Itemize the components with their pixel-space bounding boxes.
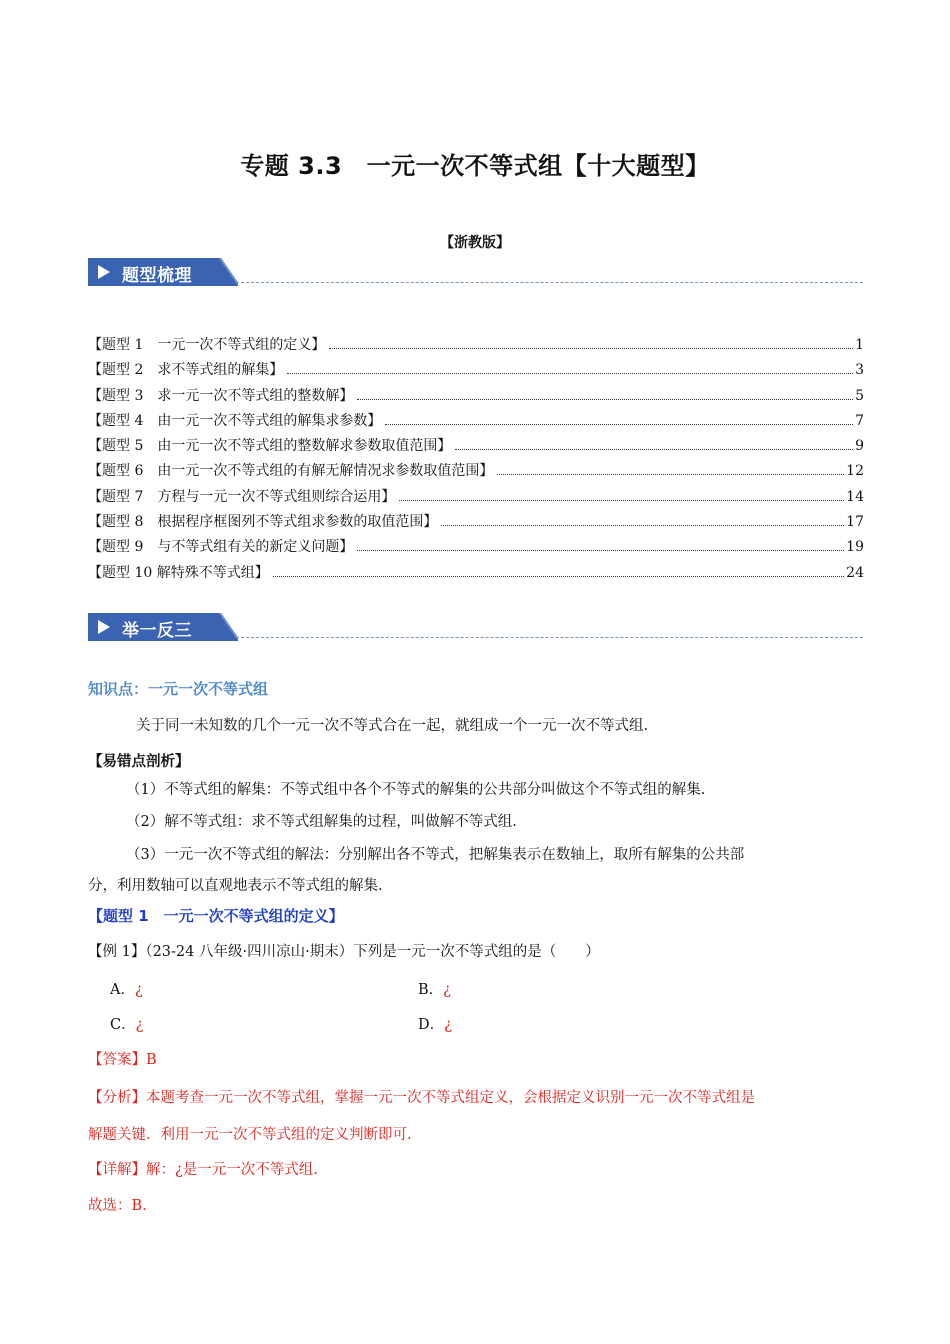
- option-content: ¿: [135, 1017, 144, 1033]
- toc-item[interactable]: [88, 511, 864, 536]
- option-content: ¿: [134, 982, 143, 998]
- toc-item[interactable]: [88, 486, 864, 511]
- edition-label: 【浙教版】: [440, 235, 510, 251]
- analysis-text: 本题考查一元一次不等式组，掌握一元一次不等式组定义，会根据定义识别一元一次不等式组是: [146, 1090, 755, 1106]
- toc-item[interactable]: [88, 562, 864, 587]
- option-content: ¿: [444, 1017, 452, 1033]
- analysis-tag: 【分析】: [88, 1090, 146, 1106]
- toc-item-page: 1: [855, 337, 864, 353]
- section-title: 题型梳理: [122, 266, 192, 286]
- toc-item-label: 【题型 2 求不等式组的解集】: [88, 362, 284, 379]
- knowledge-definition: 关于同一未知数的几个一元一次不等式合在一起，就组成一个一元一次不等式组.: [136, 718, 649, 734]
- toc-item-page: 12: [846, 463, 864, 480]
- toc-item-label: 【题型 10 解特殊不等式组】: [88, 564, 269, 581]
- toc-item-label: 【题型 8 根据程序框图列不等式组求参数的取值范围】: [88, 514, 438, 531]
- detail-line: [88, 1158, 863, 1179]
- conclusion-text: 故选：B.: [88, 1198, 147, 1214]
- detail-text: 解：¿是一元一次不等式组.: [146, 1162, 318, 1178]
- analysis-line: [88, 1086, 863, 1107]
- section-header-examples: [88, 613, 863, 643]
- toc-item[interactable]: [88, 359, 864, 384]
- toc-item-page: 3: [855, 362, 864, 379]
- option-letter: C．: [110, 1017, 136, 1033]
- toc-item-page: 7: [855, 412, 864, 429]
- option-letter: B．: [418, 982, 444, 998]
- toc-item[interactable]: [88, 536, 864, 561]
- pitfall-point: （3）一元一次不等式组的解法：分别解出各不等式，把解集表示在数轴上，取所有解集的公共部: [126, 847, 745, 863]
- answer-value: B: [146, 1052, 157, 1068]
- option-d[interactable]: [418, 1013, 452, 1034]
- toc-item[interactable]: [88, 385, 864, 410]
- toc-item-label: 【题型 6 由一元一次不等式组的有解无解情况求参数取值范围】: [88, 463, 494, 480]
- toc-item[interactable]: [88, 410, 864, 435]
- toc-item[interactable]: [88, 460, 864, 485]
- toc-item-page: 24: [846, 564, 864, 581]
- type1-heading: 【题型 1 一元一次不等式组的定义】: [88, 907, 344, 925]
- section-title: 举一反三: [122, 621, 192, 641]
- option-letter: A．: [110, 982, 135, 998]
- analysis-text: 解题关键．利用一元一次不等式组的定义判断即可.: [88, 1127, 412, 1143]
- option-letter: D．: [418, 1017, 445, 1033]
- toc-item-label: 【题型 5 由一元一次不等式组的整数解求参数取值范围】: [88, 438, 452, 455]
- section-tab: [88, 258, 236, 286]
- page-title: 专题 3.3 一元一次不等式组【十大题型】: [240, 152, 710, 180]
- option-b[interactable]: [418, 978, 451, 999]
- option-c[interactable]: [110, 1013, 143, 1034]
- toc-item-label: 【题型 3 求一元一次不等式组的整数解】: [88, 387, 354, 404]
- toc-item-page: 9: [855, 438, 864, 455]
- pitfall-point: 分，利用数轴可以直观地表示不等式组的解集.: [88, 878, 383, 894]
- toc-item-label: 【题型 4 由一元一次不等式组的解集求参数】: [88, 412, 382, 429]
- toc-item-page: 5: [855, 387, 864, 404]
- pitfall-point: （1）不等式组的解集：不等式组中各个不等式的解集的公共部分叫做这个不等式组的解集.: [126, 782, 706, 798]
- play-icon: [98, 265, 110, 279]
- section-header-toc: [88, 258, 863, 288]
- toc-item[interactable]: [88, 334, 864, 359]
- section-tab: [88, 613, 236, 641]
- table-of-contents: [88, 334, 864, 587]
- pitfall-point: （2）解不等式组：求不等式组解集的过程，叫做解不等式组.: [126, 814, 517, 830]
- toc-item-label: 【题型 7 方程与一元一次不等式组则综合运用】: [88, 488, 396, 505]
- toc-item[interactable]: [88, 435, 864, 460]
- toc-item-label: 【题型 1 一元一次不等式组的定义】: [88, 337, 326, 353]
- play-icon: [98, 620, 110, 634]
- option-content: ¿: [443, 982, 451, 998]
- detail-tag: 【详解】: [88, 1162, 146, 1178]
- option-a[interactable]: [110, 978, 143, 999]
- answer-tag: 【答案】: [88, 1052, 146, 1068]
- toc-item-page: 19: [846, 539, 864, 556]
- toc-item-page: 14: [846, 488, 864, 505]
- analysis-line-2: [88, 1123, 863, 1144]
- knowledge-title: 知识点：一元一次不等式组: [88, 680, 269, 698]
- conclusion-line: [88, 1194, 863, 1215]
- pitfalls-title: 【易错点剖析】: [88, 754, 190, 770]
- toc-item-label: 【题型 9 与不等式组有关的新定义问题】: [88, 539, 354, 556]
- toc-item-page: 17: [846, 514, 864, 531]
- example-question: 【例 1】（23-24 八年级·四川凉山·期末）下列是一元一次不等式组的是（ ）: [88, 944, 600, 960]
- answer-line: [88, 1048, 863, 1069]
